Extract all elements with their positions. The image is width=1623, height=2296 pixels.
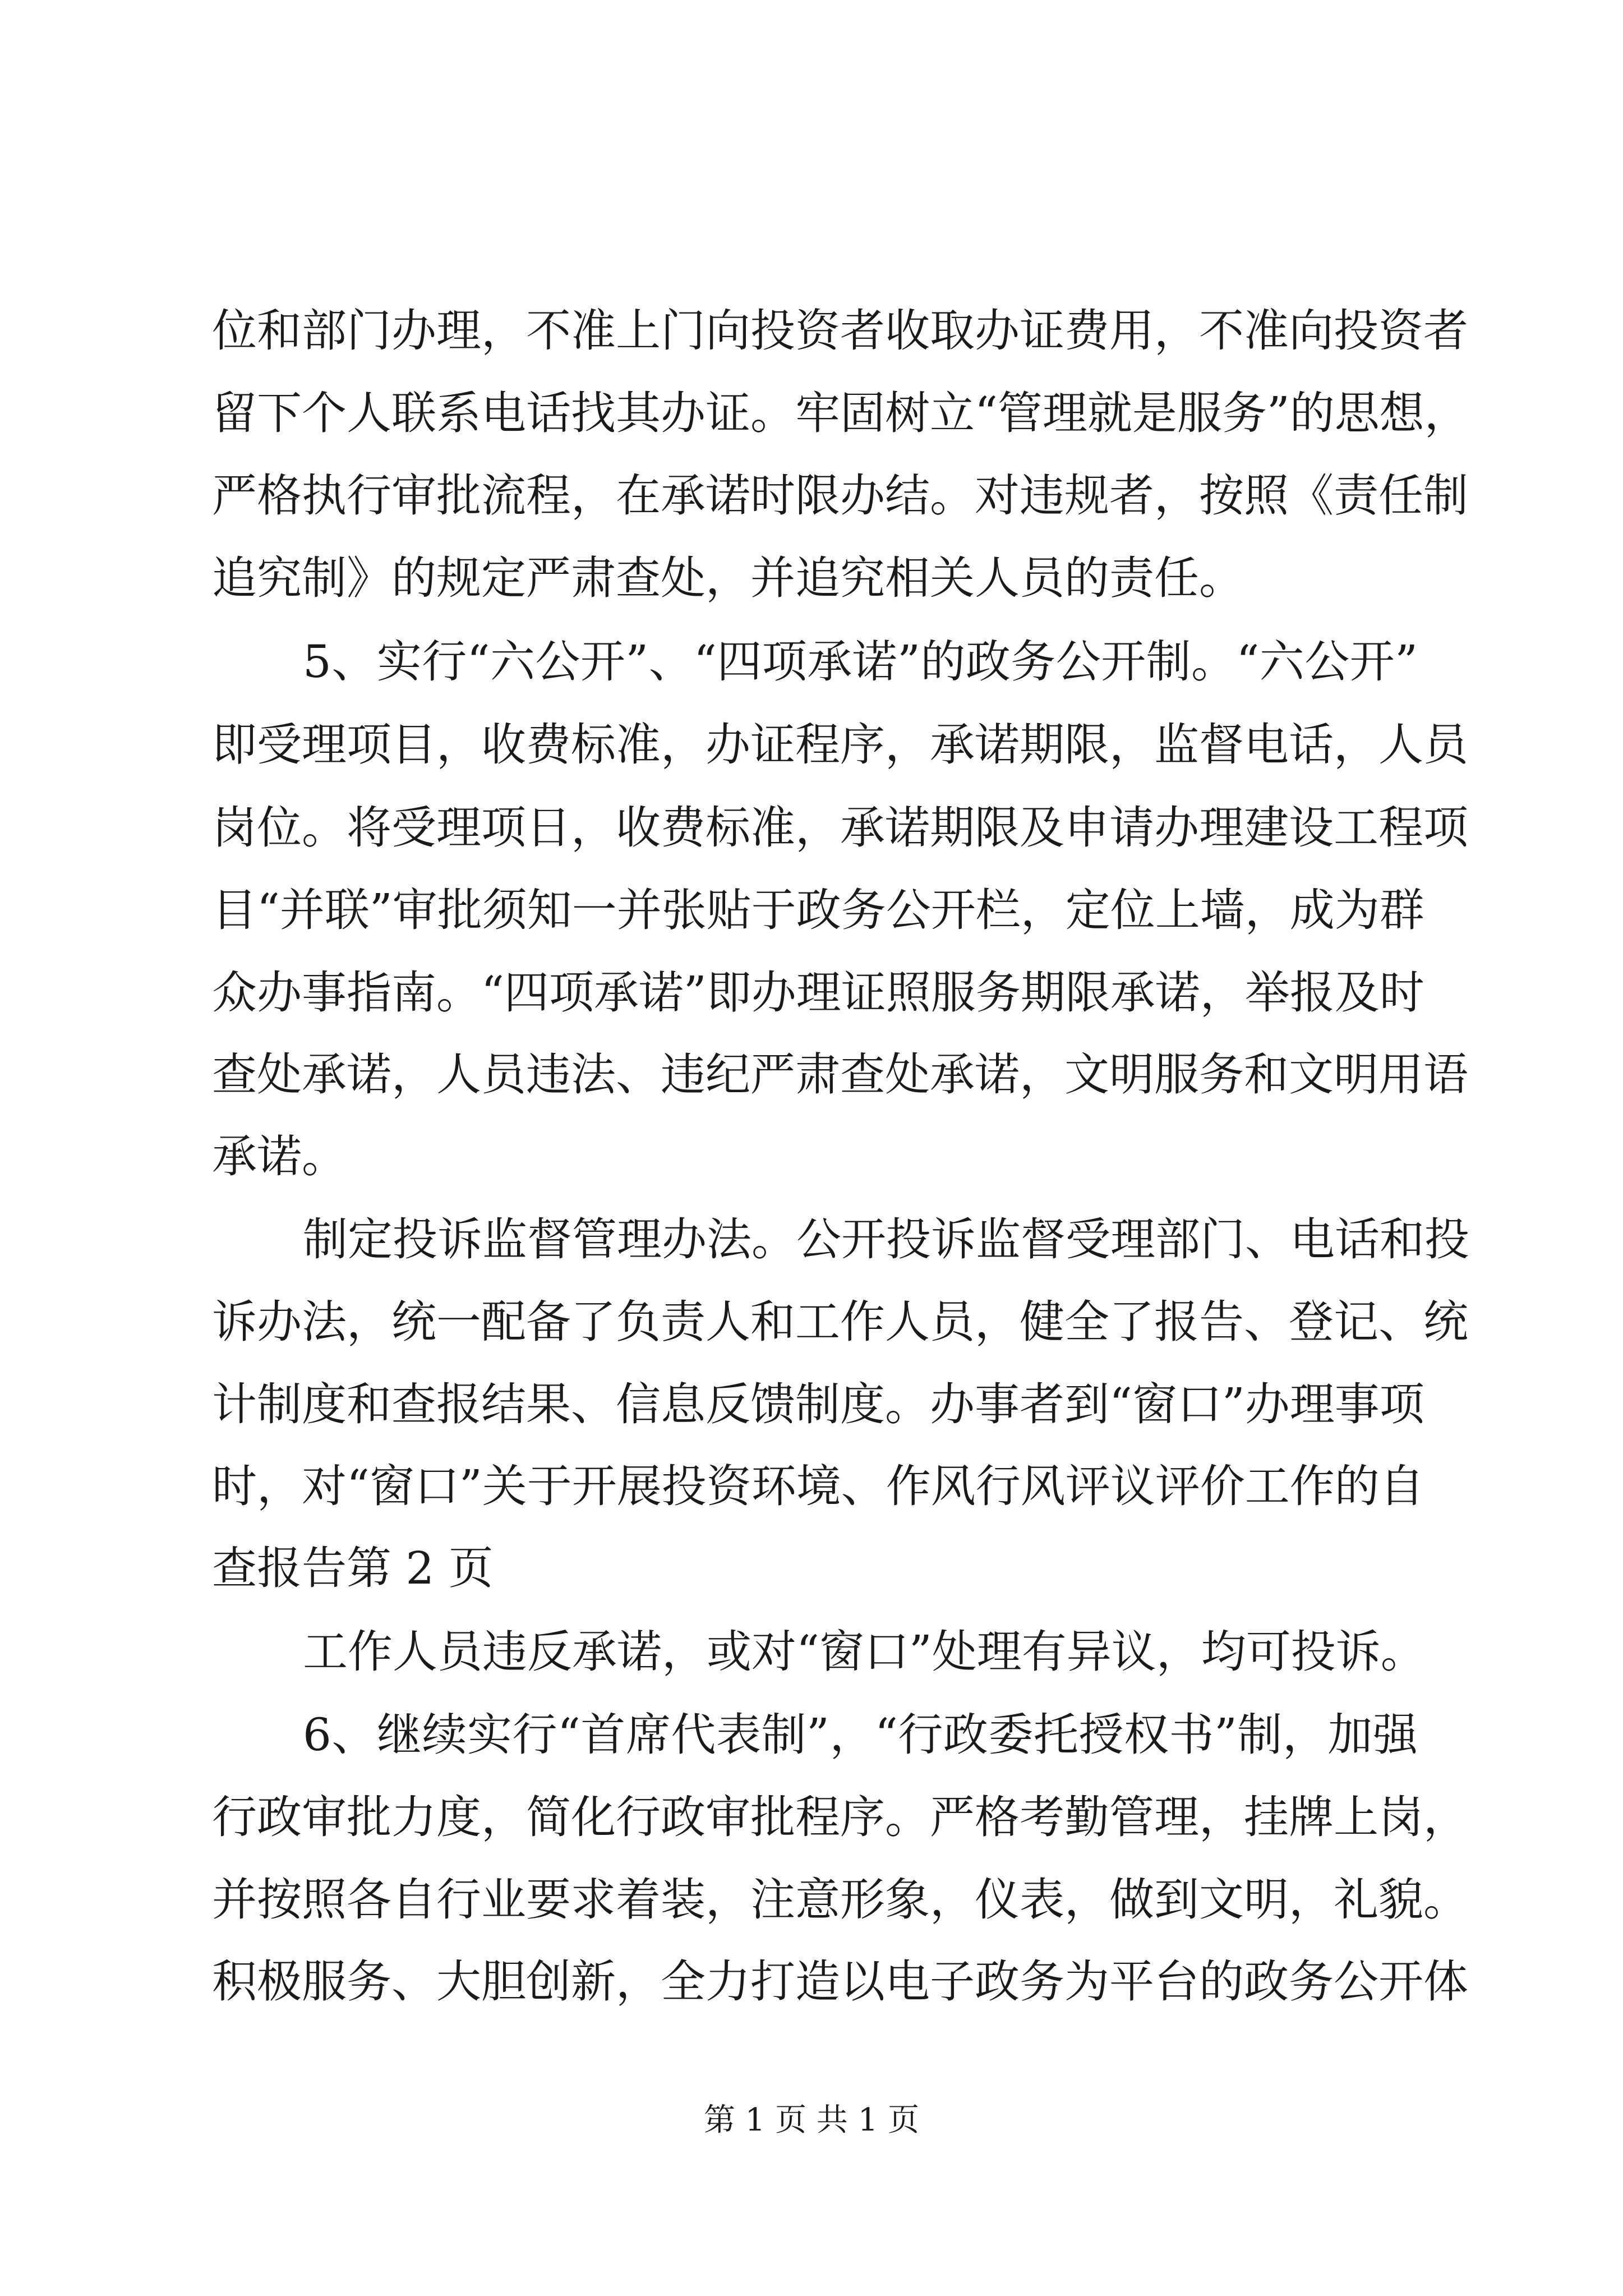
text-line: 追究制》的规定严肃查处，并追究相关人员的责任。 [212,552,1244,604]
text-line: 查报告第 2 页 [212,1542,494,1594]
text-line: 计制度和查报结果、信息反馈制度。办事者到“窗口”办理事项 [212,1378,1424,1430]
page-footer: 第 1 页 共 1 页 [703,2102,920,2138]
text-line: 制定投诉监督管理办法。公开投诉监督受理部门、电话和投 [303,1213,1469,1266]
text-line: 严格执行审批流程，在承诺时限办结。对违规者，按照《责任制 [212,470,1468,522]
text-line: 工作人员违反承诺，或对“窗口”处理有异议，均可投诉。 [303,1626,1426,1678]
text-line: 位和部门办理，不准上门向投资者收取办证费用，不准向投资者 [212,305,1468,357]
text-line: 留下个人联系电话找其办证。牢固树立“管理就是服务”的思想， [212,387,1469,439]
text-line: 行政审批力度，简化行政审批程序。严格考勤管理，挂牌上岗， [212,1791,1468,1843]
text-line: 岗位。将受理项日，收费标准，承诺期限及申请办理建设工程项 [212,802,1468,854]
text-line: 并按照各自行业要求着装，注意形象，仪表，做到文明，礼貌。 [212,1874,1468,1926]
text-line: 承诺。 [212,1130,347,1182]
text-line: 积极服务、大胆创新，全力打造以电子政务为平台的政务公开体 [212,1955,1468,2008]
text-line: 诉办法，统一配备了负责人和工作人员，健全了报告、登记、统 [212,1296,1468,1348]
text-line: 6、继续实行“首席代表制”，“行政委托授权书”制，加强 [303,1709,1418,1761]
text-line: 时，对“窗口”关于开展投资环境、作风行风评议评价工作的自 [212,1460,1424,1512]
text-line: 众办事指南。“四项承诺”即办理证照服务期限承诺，举报及时 [212,967,1424,1019]
text-line: 查处承诺，人员违法、违纪严肃查处承诺，文明服务和文明用语 [212,1048,1468,1101]
text-line: 即受理项目，收费标准，办证程序，承诺期限，监督电话，人员 [212,719,1468,771]
text-line: 目“并联”审批须知一并张贴于政务公开栏，定位上墙，成为群 [212,884,1424,936]
text-line: 5、实行“六公开”、“四项承诺”的政务公开制。“六公开” [303,636,1418,688]
